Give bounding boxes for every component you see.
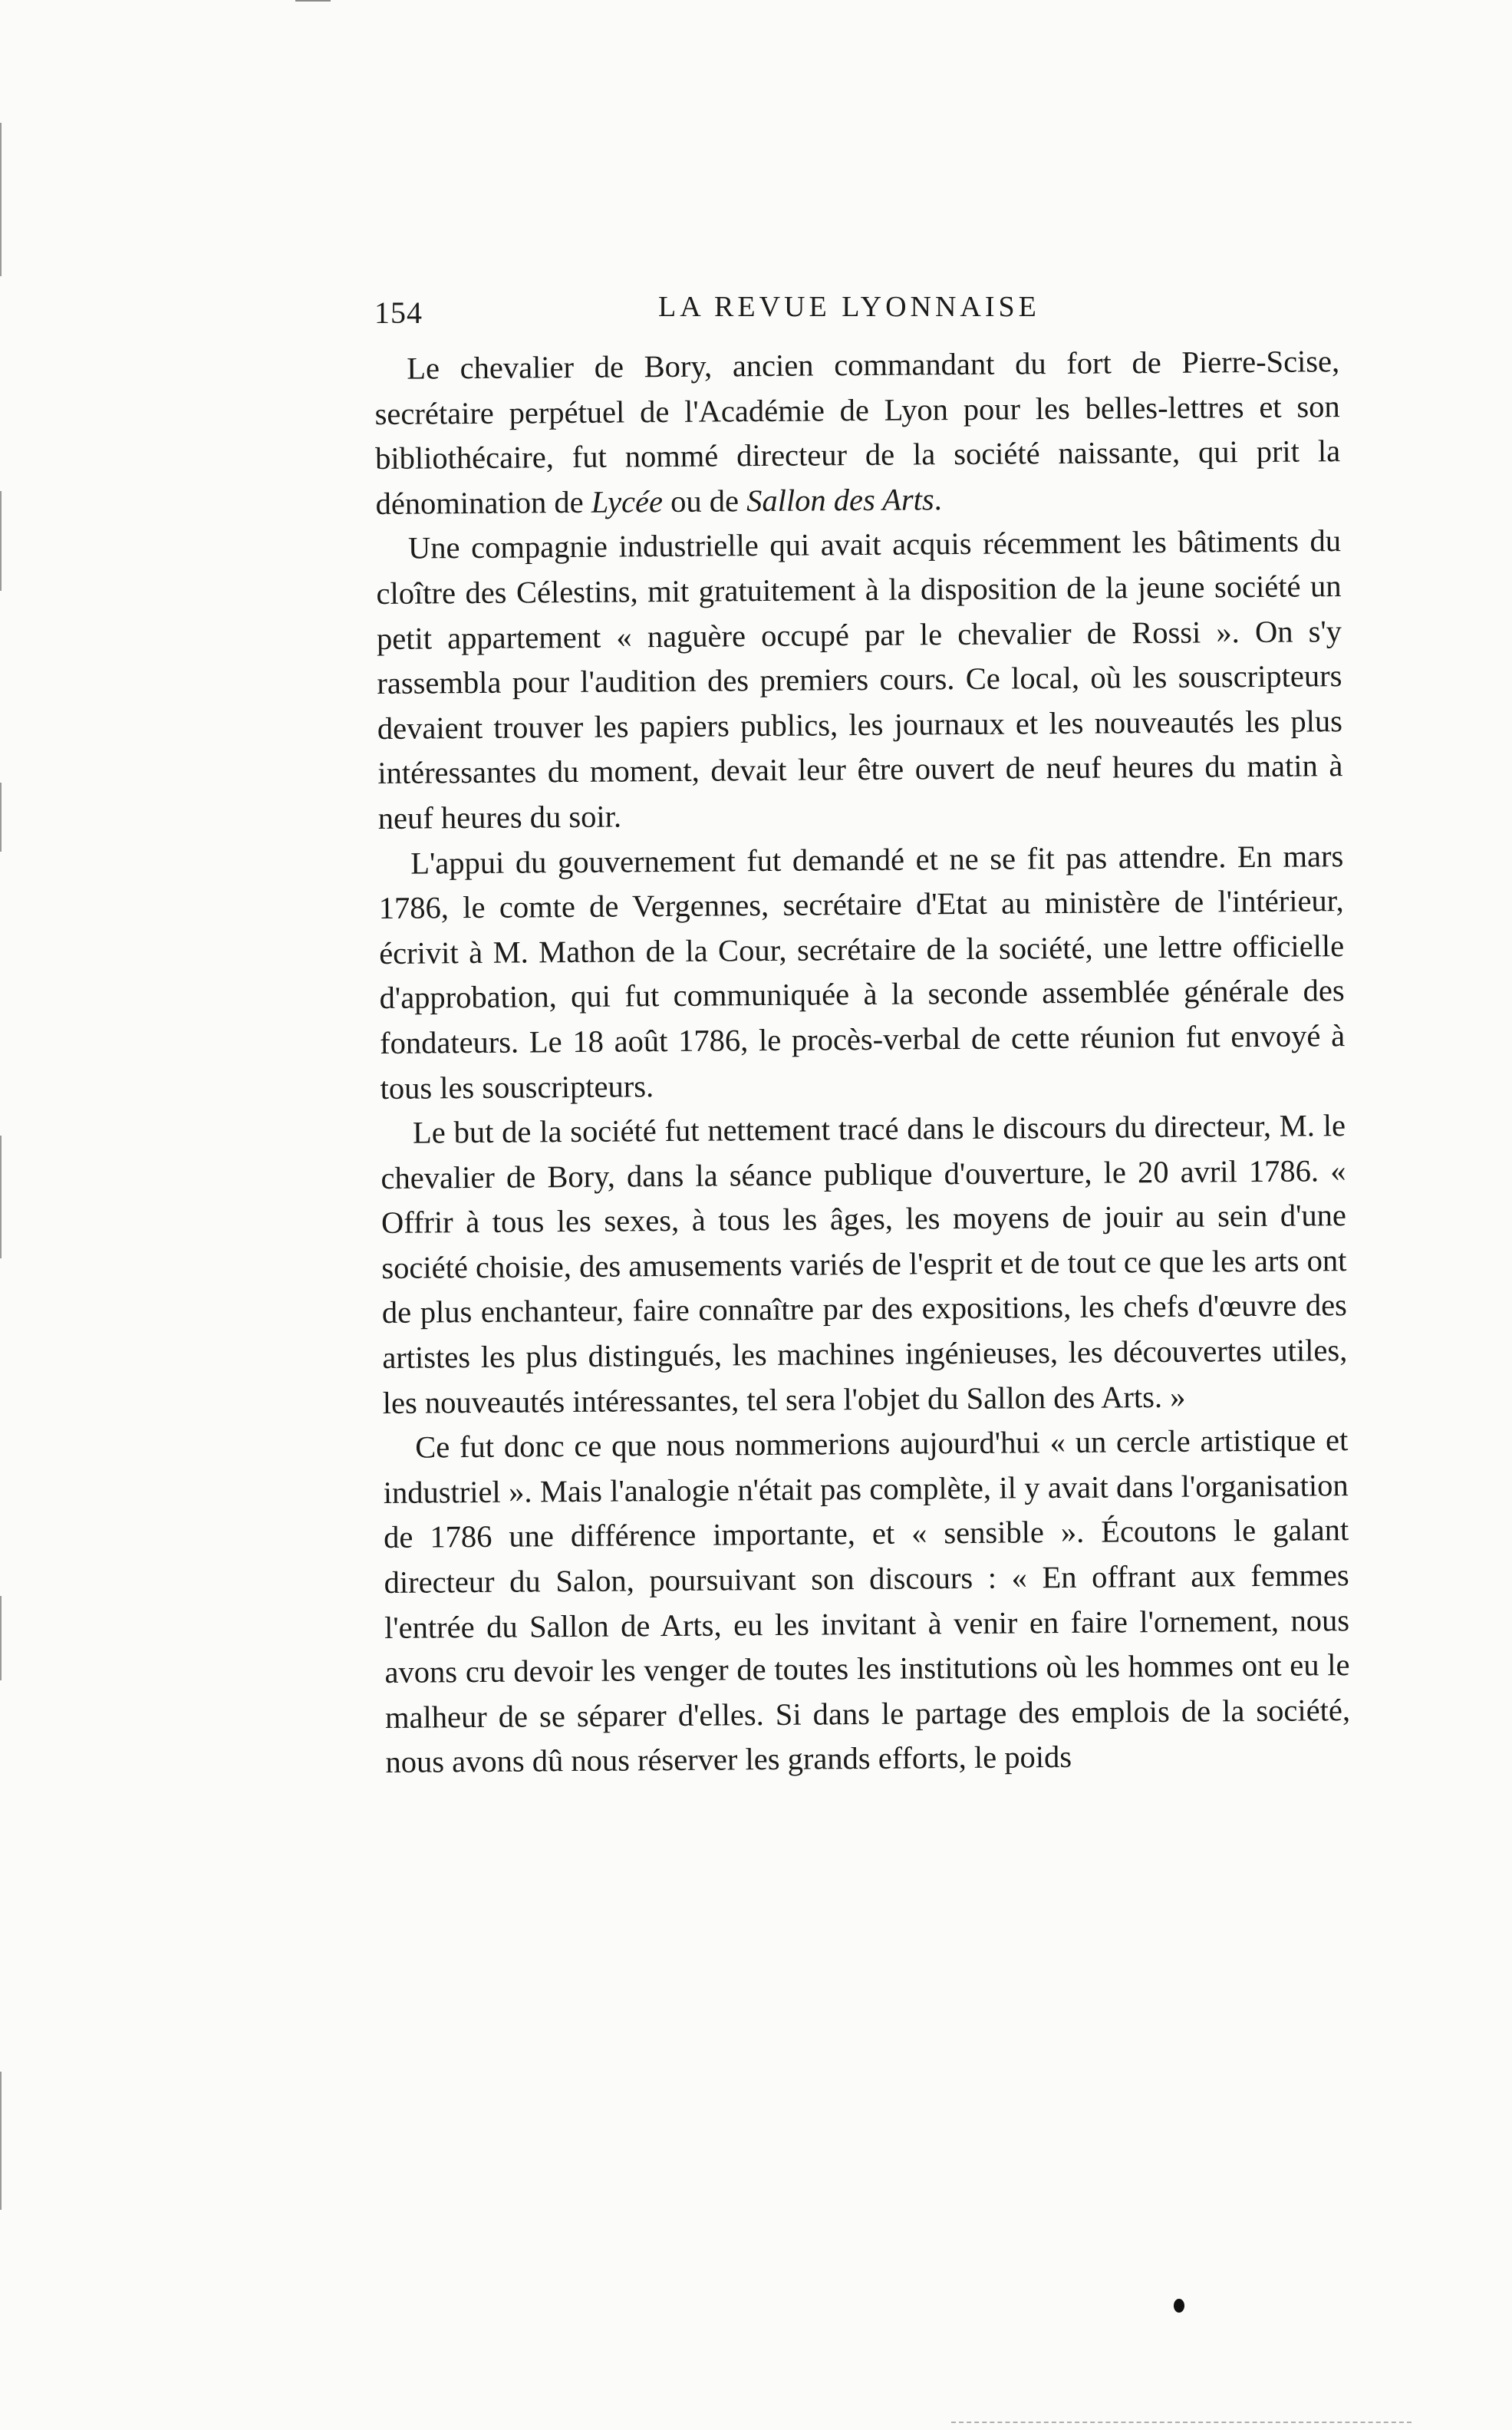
- paragraph: L'appui du gouvernement fut demandé et ne se fit pas attendre. En mars 1786, le comte de Vergennes, secrétaire d'Etat au ministère de l'intérieur, écrivit à M. Mathon de la Cour, secrétaire de la société, une lettre officielle d'approbation, qui fut communiquée à la seconde assemblée générale des fondateurs. Le 18 août 1786, le procès-verbal de cette réunion fut envoyé à tous les souscripteurs.: [378, 838, 1346, 1106]
- body-text: [374, 339, 1351, 1785]
- paragraph-text: ou de: [662, 483, 747, 519]
- scan-artifact-left-edge: [0, 1596, 2, 1680]
- italic-term-lycee: Lycée: [591, 483, 664, 519]
- scan-artifact-left-edge: [0, 2072, 2, 2210]
- paragraph: Une compagnie industrielle qui avait acquis récemment les bâtiments du cloître des Célestins, mit gratuitement à la disposition de la jeune société un petit appartement « naguère occupé par le chevalier de Rossi ». On s'y rassembla pour l'audition des premiers cours. Ce local, où les souscripteurs devaient trouver les papiers publics, les journaux et les nouveautés les plus intéressantes du moment, devait leur être ouvert de neuf heures du matin à neuf heures du soir.: [376, 523, 1343, 836]
- paragraph: Le but de la société fut nettement tracé dans le discours du directeur, M. le chevalier de Bory, dans la séance publique d'ouverture, le 20 avril 1786. « Offrir à tous les sexes, à tous les âges, les moyens de jouir au sein d'une société choisie, des amusements variés de l'esprit et de tout ce que les arts ont de plus enchanteur, faire connaître par des expositions, les chefs d'œuvre des artistes les plus distingués, les machines ingénieuses, les découvertes utiles, les nouveautés intéressantes, tel sera l'objet du Sallon des Arts. »: [380, 1108, 1348, 1420]
- paragraph: Ce fut donc ce que nous nommerions aujourd'hui « un cercle artistique et industriel ». Mais l'analogie n'était pas complète, il y avait dans l'organisation de 1786 une différence importante, et « sensible ». Écoutons le galant directeur du Salon, poursuivant son discours : « En offrant aux femmes l'entrée du Sallon de Arts, eu les invitant à venir en faire l'ornement, nous avons cru devoir les venger de toutes les institutions où les hommes ont eu le malheur de se séparer d'elles. Si dans le partage des emplois de la société, nous avons dû nous réserver les grands efforts, le poids: [383, 1423, 1351, 1780]
- paragraph-text: .: [934, 481, 942, 517]
- scan-artifact-left-edge: [0, 491, 2, 591]
- scan-artifact-left-edge: [0, 783, 2, 852]
- italic-term-sallon-des-arts: Sallon des Arts: [746, 482, 934, 518]
- scan-artifact-bottom: [951, 2422, 1412, 2425]
- page-number: 154: [374, 295, 423, 330]
- paragraph-text: Le chevalier de Bory, ancien commandant du fort de Pierre-Scise, secrétaire perpétuel de l'Académie de Lyon pour les belles-lettres et son bibliothécaire, fut nommé directeur de la société naissante, qui prit la dénomination de: [374, 344, 1341, 521]
- page-header: [374, 290, 1341, 336]
- scan-artifact-left-edge: [0, 123, 2, 276]
- ink-spot: [1174, 2299, 1184, 2313]
- running-title: LA REVUE LYONNAISE: [658, 291, 1040, 323]
- paragraph: [374, 339, 1341, 526]
- scan-artifact-top: [295, 0, 331, 2]
- scan-artifact-left-edge: [0, 1136, 2, 1258]
